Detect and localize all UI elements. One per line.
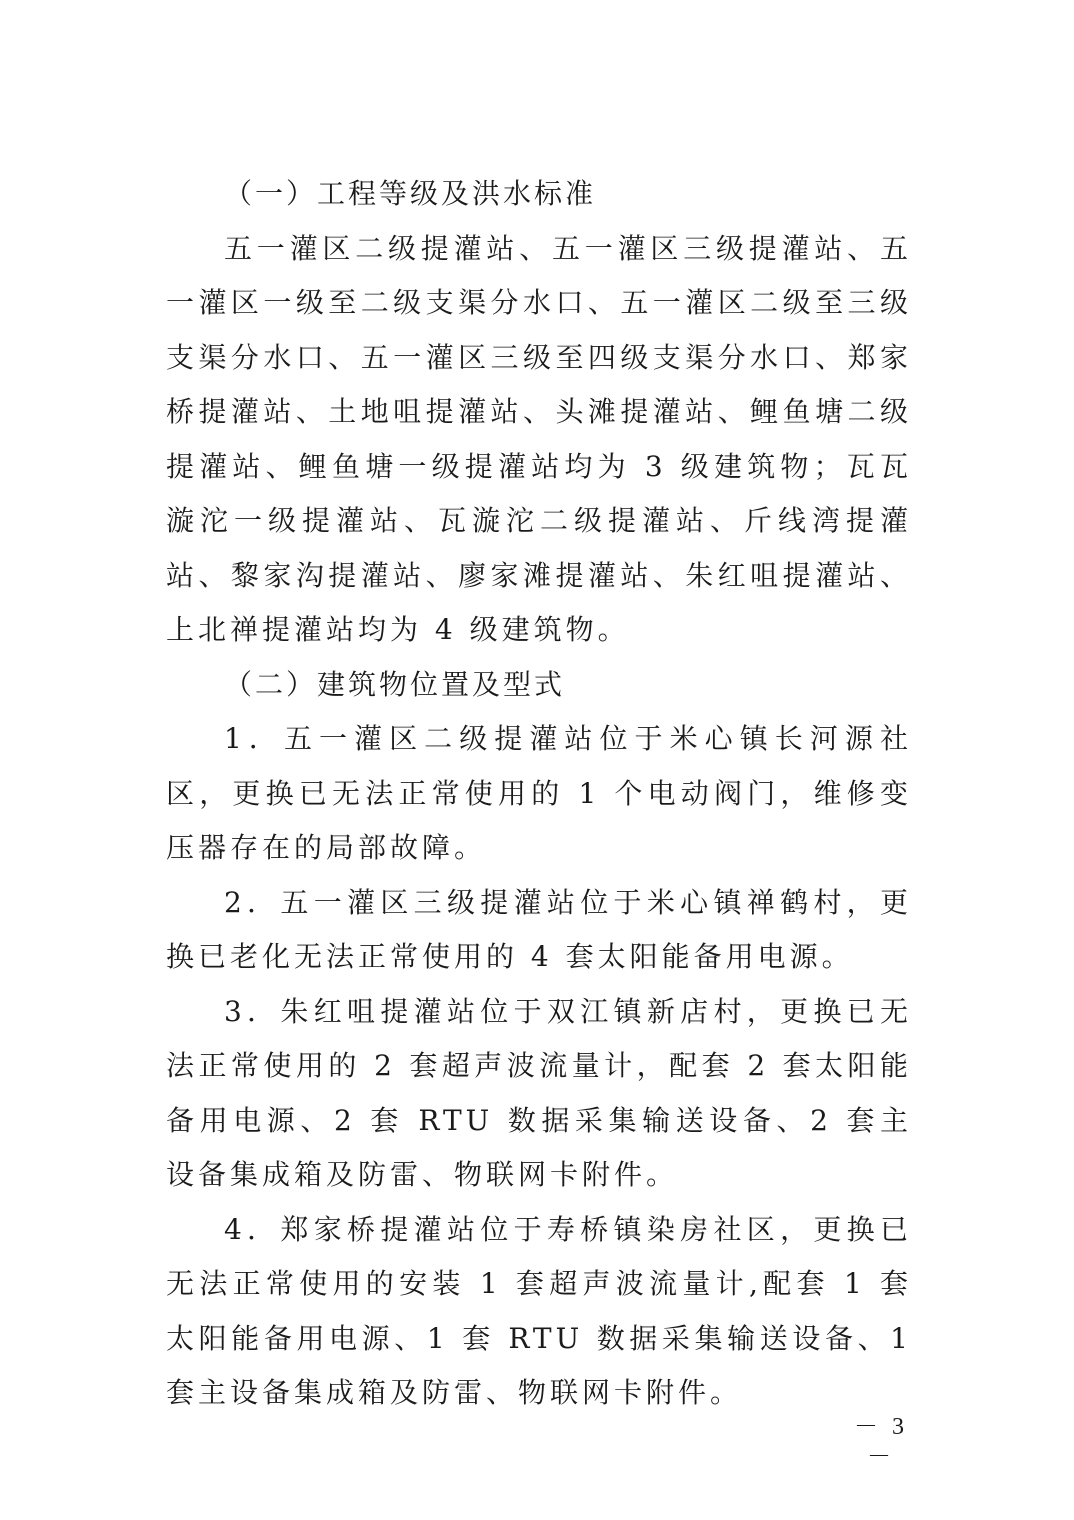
paragraph-item-2: 2．五一灌区三级提灌站位于米心镇禅鹤村，更换已老化无法正常使用的 4 套太阳能备用电源。 — [166, 885, 912, 973]
paragraph-item-3: 3．朱红咀提灌站位于双江镇新店村，更换已无法正常使用的 2 套超声波流量计，配套 2 套太阳能备用电源、2 套 RTU 数据采集输送设备、2 套主设备集成箱及防雷、物联网卡附件。 — [166, 994, 912, 1191]
document-body — [166, 167, 912, 1421]
paragraph-item-4: 4．郑家桥提灌站位于寿桥镇染房社区，更换已无法正常使用的安装 1 套超声波流量计,配套 1 套太阳能备用电源、1 套 RTU 数据采集输送设备、1 套主设备集成箱及防雷、物联网卡附件。 — [166, 1212, 912, 1409]
section-heading-1: （一）工程等级及洪水标准 — [224, 177, 597, 210]
paragraph-engineering-grade: 五一灌区二级提灌站、五一灌区三级提灌站、五一灌区一级至二级支渠分水口、五一灌区二级至三级支渠分水口、五一灌区三级至四级支渠分水口、郑家桥提灌站、土地咀提灌站、头滩提灌站、鲤鱼塘二级提灌站、鲤鱼塘一级提灌站均为 3 级建筑物；瓦瓦漩沱一级提灌站、瓦漩沱二级提灌站、斤线湾提灌站、黎家沟提灌站、廖家滩提灌站、朱红咀提灌站、上北禅提灌站均为 4 级建筑物。 — [166, 231, 912, 646]
section-heading-2: （二）建筑物位置及型式 — [224, 667, 566, 701]
page-number: － 3 － — [854, 1414, 908, 1470]
paragraph-item-1: 1．五一灌区二级提灌站位于米心镇长河源社区，更换已无法正常使用的 1 个电动阀门，维修变压器存在的局部故障。 — [166, 722, 912, 864]
